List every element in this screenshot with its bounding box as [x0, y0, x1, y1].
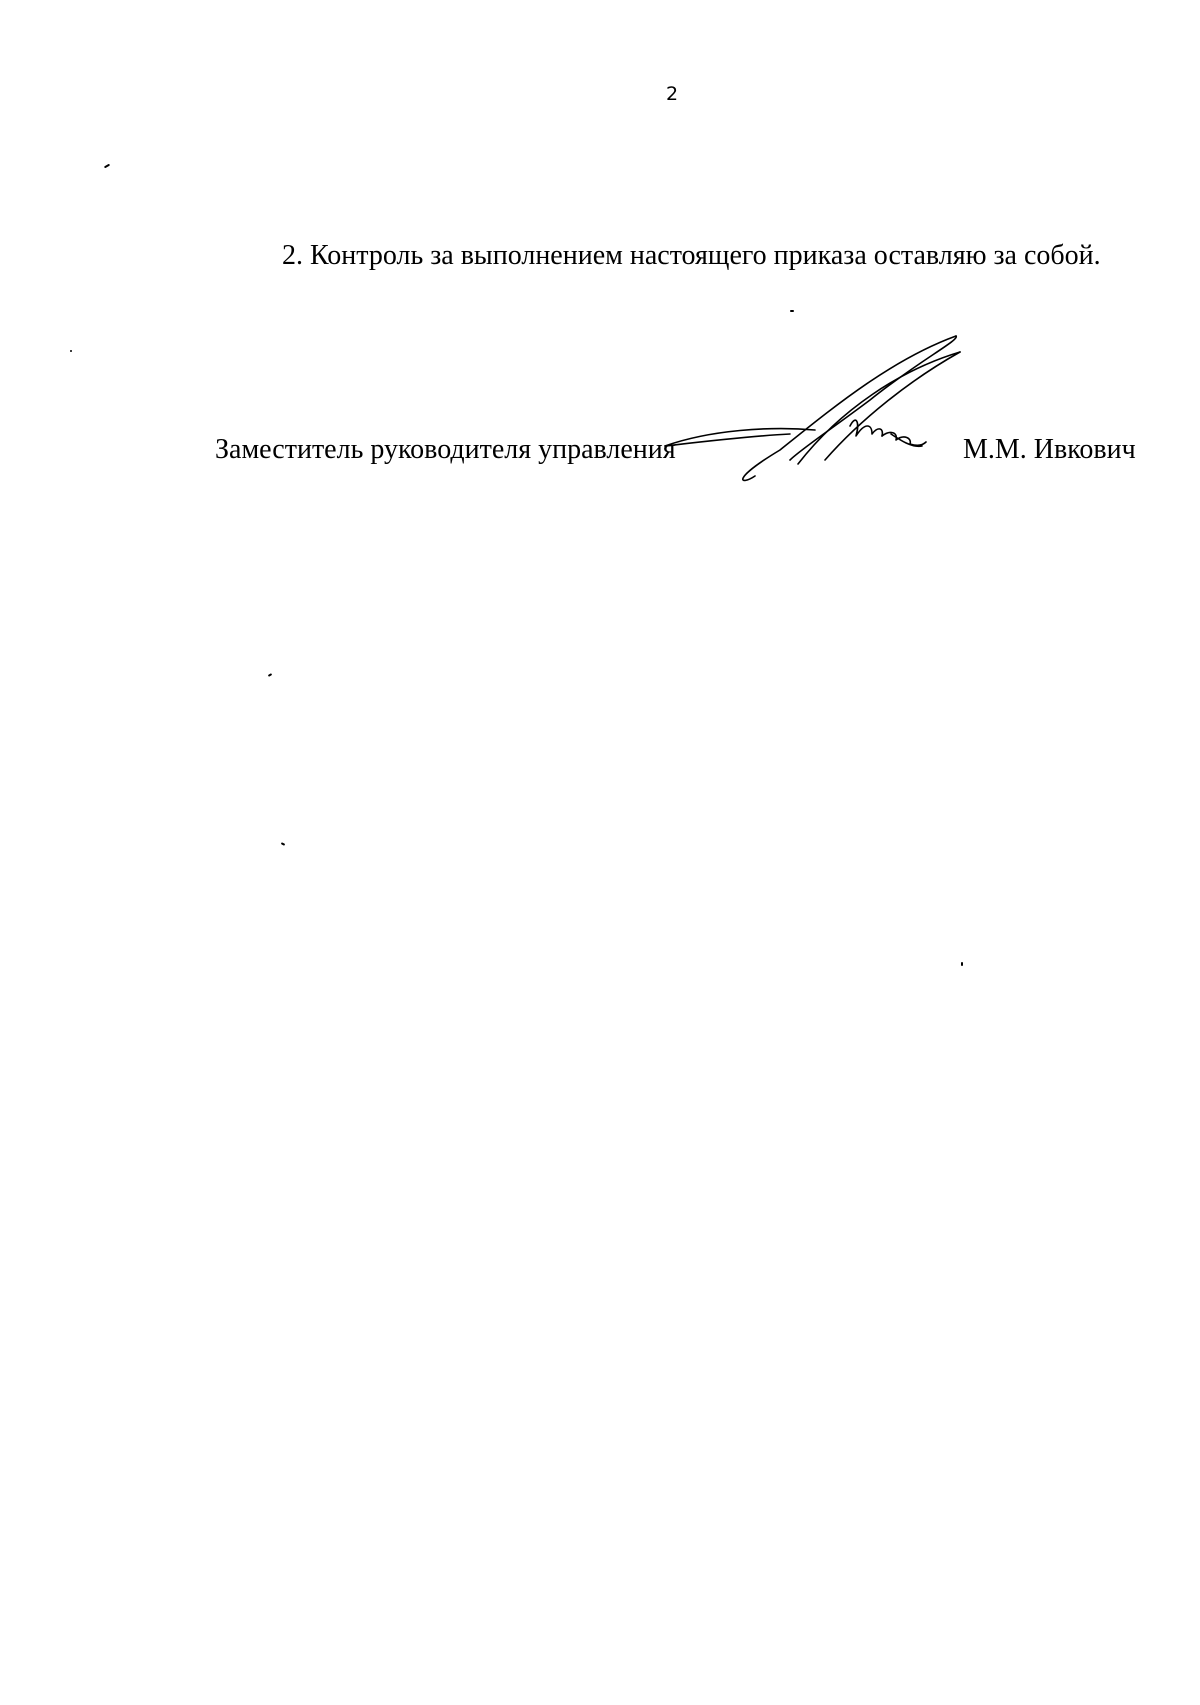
- scan-speck: [268, 673, 272, 677]
- scan-speck: [281, 842, 285, 846]
- scan-speck: [790, 310, 794, 312]
- scan-speck: [961, 962, 963, 966]
- signer-position: Заместитель руководителя управления: [215, 434, 676, 465]
- scan-speck: [104, 164, 110, 169]
- page-number: 2: [666, 83, 679, 105]
- order-paragraph-2: 2. Контроль за выполнением настоящего приказа оставляю за собой.: [282, 240, 1101, 271]
- signature-row: [0, 432, 1200, 472]
- scan-speck: [70, 350, 72, 352]
- signer-name: М.М. Ивкович: [963, 434, 1136, 465]
